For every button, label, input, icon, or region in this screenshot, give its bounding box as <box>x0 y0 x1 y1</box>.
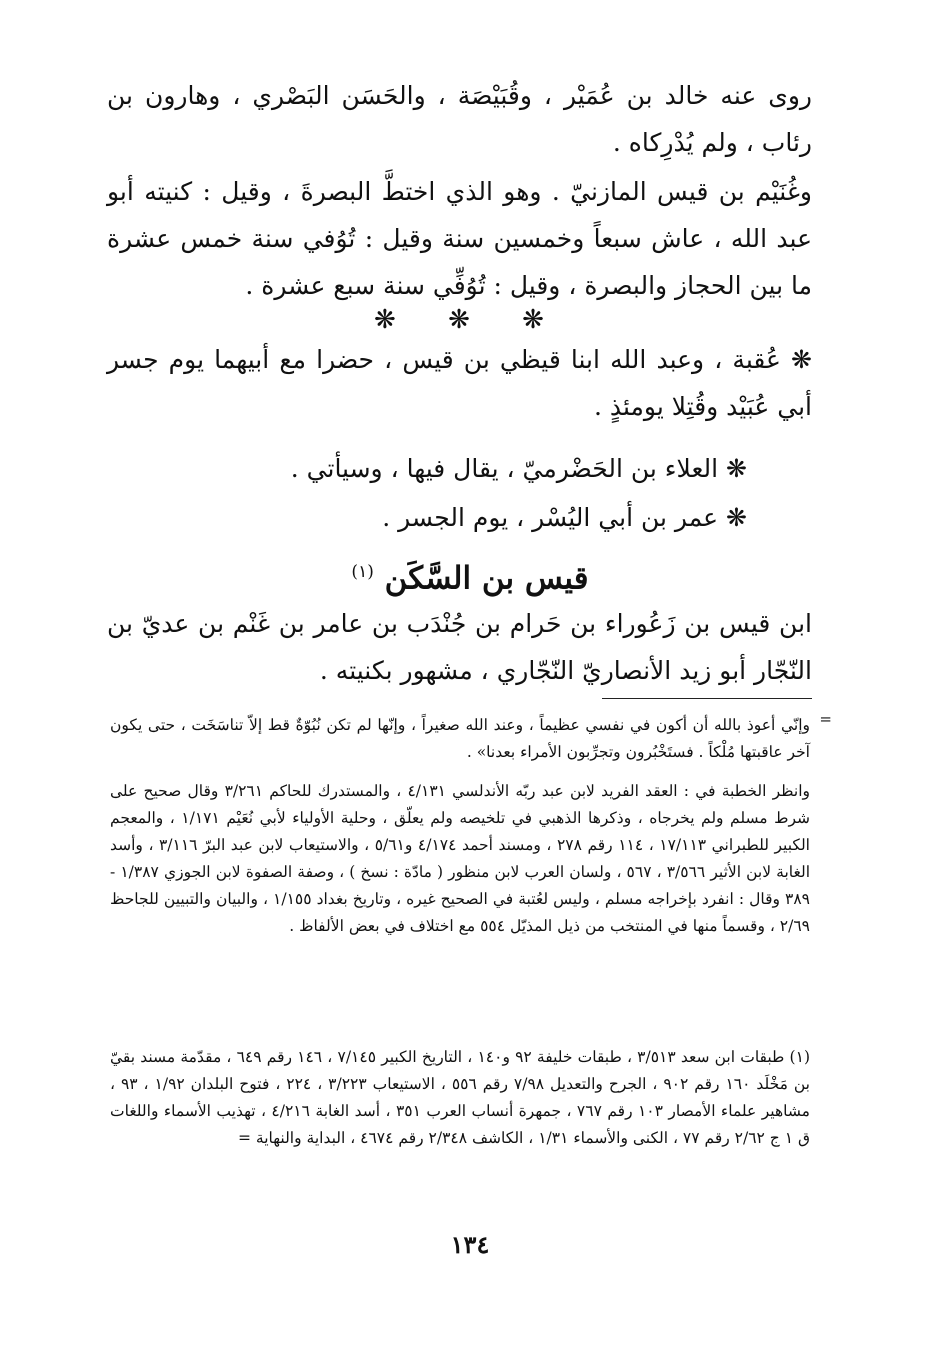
footnote-sources: وانظر الخطبة في : العقد الفريد لابن عبد ربّه الأندلسي ٤/١٣١ ، والمستدرك للحاكم ٣/٢٦١ وقال صحيح على شرط مسلم ولم يخرجاه ، وذكرها الذهبي في تلخيصه ولم يعلّق ، وحلية الأولياء لأبي نُعَيْم ١/١٧١ ، والمعجم الكبير للطبراني ١٧/١١٣ ، ١١٤ رقم ٢٧٨ ، ومسند أحمد ٤/١٧٤ و٥/٦١ ، والاستيعاب لابن عبد البرّ ٣/١١٦ ، وأسد الغابة لابن الأثير ٣/٥٦٦ ، ٥٦٧ ، ولسان العرب لابن منظور ( مادّة : نسخ ) ، وصفة الصفوة لابن الجوزي ١/٣٨٧ - ٣٨٩ وقال : انفرد بإخراجه مسلم ، وليس لعُتبة في الصحيح غيره ، وتاريخ بغداد ١/١٥٥ ، والبيان والتبيين للجاحظ ٢/٦٩ ، وقسماً منها في المنتخب من ذيل المذيّل ٥٥٤ مع اختلاف في بعض الألفاظ . <box>110 782 811 935</box>
body-entry-ala: ❋ العلاء بن الحَضْرميّ ، يقال فيها ، وسيأتي . <box>290 454 747 483</box>
footnote-1: (١) طبقات ابن سعد ٣/٥١٣ ، طبقات خليفة ٩٢ و١٤٠ ، التاريخ الكبير ٧/١٤٥ ، ١٤٦ رقم ٦٤٩ ، مقدّمة مسند بقيّ بن مَخْلَد ١٦٠ رقم ٩٠٢ ، الجرح والتعديل ٧/٩٨ رقم ٥٥٦ ، الاستيعاب ٣/٢٢٣ ، ٢٢٤ ، فتوح البلدان ١/٩٢ ، ٩٣ ، مشاهير علماء الأمصار ١٠٣ رقم ٧٦٧ ، جمهرة أنساب العرب ٣٥١ ، أسد الغابة ٤/٢١٦ ، تهذيب الأسماء واللغات ق ١ ج ٢/٦٢ رقم ٧٧ ، الكنى والأسماء ١/٣١ ، الكاشف ٢/٣٤٨ رقم ٤٦٧٤ ، البداية والنهاية = <box>110 1048 810 1147</box>
footnote-divider <box>602 698 812 699</box>
body-entry-umar: ❋ عمر بن أبي اليُسْر ، يوم الجسر . <box>382 503 747 532</box>
body-paragraph-2: وغُنَيْم بن قيس المازنيّ . وهو الذي اختطَّ البصرةَ ، وقيل : كنيته أبو عبد الله ، عاش سبعاً وخمسين سنة وقيل : تُوُفي سنة خمس عشرة ما بين الحجاز والبصرة ، وقيل : تُوُفِّي سنة سبع عشرة . <box>107 177 812 300</box>
body-paragraph-4: ابن قيس بن زَعُوراء بن حَرام بن جُنْدَب بن عامر بن غَنْم بن عديّ بن النّجّار أبو زيد الأنصاريّ النّجّاري ، مشهور بكنيته . <box>107 609 812 685</box>
footnote-continued: وإنّي أعوذ بالله أن أكون في نفسي عظيماً ، وعند الله صغيراً ، وإنّها لم تكن نُبُوّةٌ قط إلاّ تناسَخَت ، حتى يكون آخر عاقبتها مُلْكاً . فستَخْبُرون وتجرِّبون الأمراء بعدنا» . <box>110 716 810 761</box>
page-number: ١٣٤ <box>450 1230 490 1259</box>
section-separator: ❋ ❋ ❋ <box>374 305 566 335</box>
footnote-continuation-mark: = <box>819 710 832 728</box>
body-paragraph-1: روى عنه خالد بن عُمَيْر ، وقُبَيْصَة ، والحَسَن البَصْري ، وهارون بن رئاب ، ولم يُدْرِكاه . <box>107 81 812 157</box>
entry-heading <box>0 550 940 600</box>
entry-heading-text: قيس بن السَّكَن <box>384 560 589 597</box>
body-paragraph-3: ❋ عُقبة ، وعبد الله ابنا قيظي بن قيس ، حضرا مع أبيهما يوم جسر أبي عُبَيْد وقُتِلا يومئذٍ . <box>107 345 812 421</box>
footnote-reference: (١) <box>351 562 374 582</box>
